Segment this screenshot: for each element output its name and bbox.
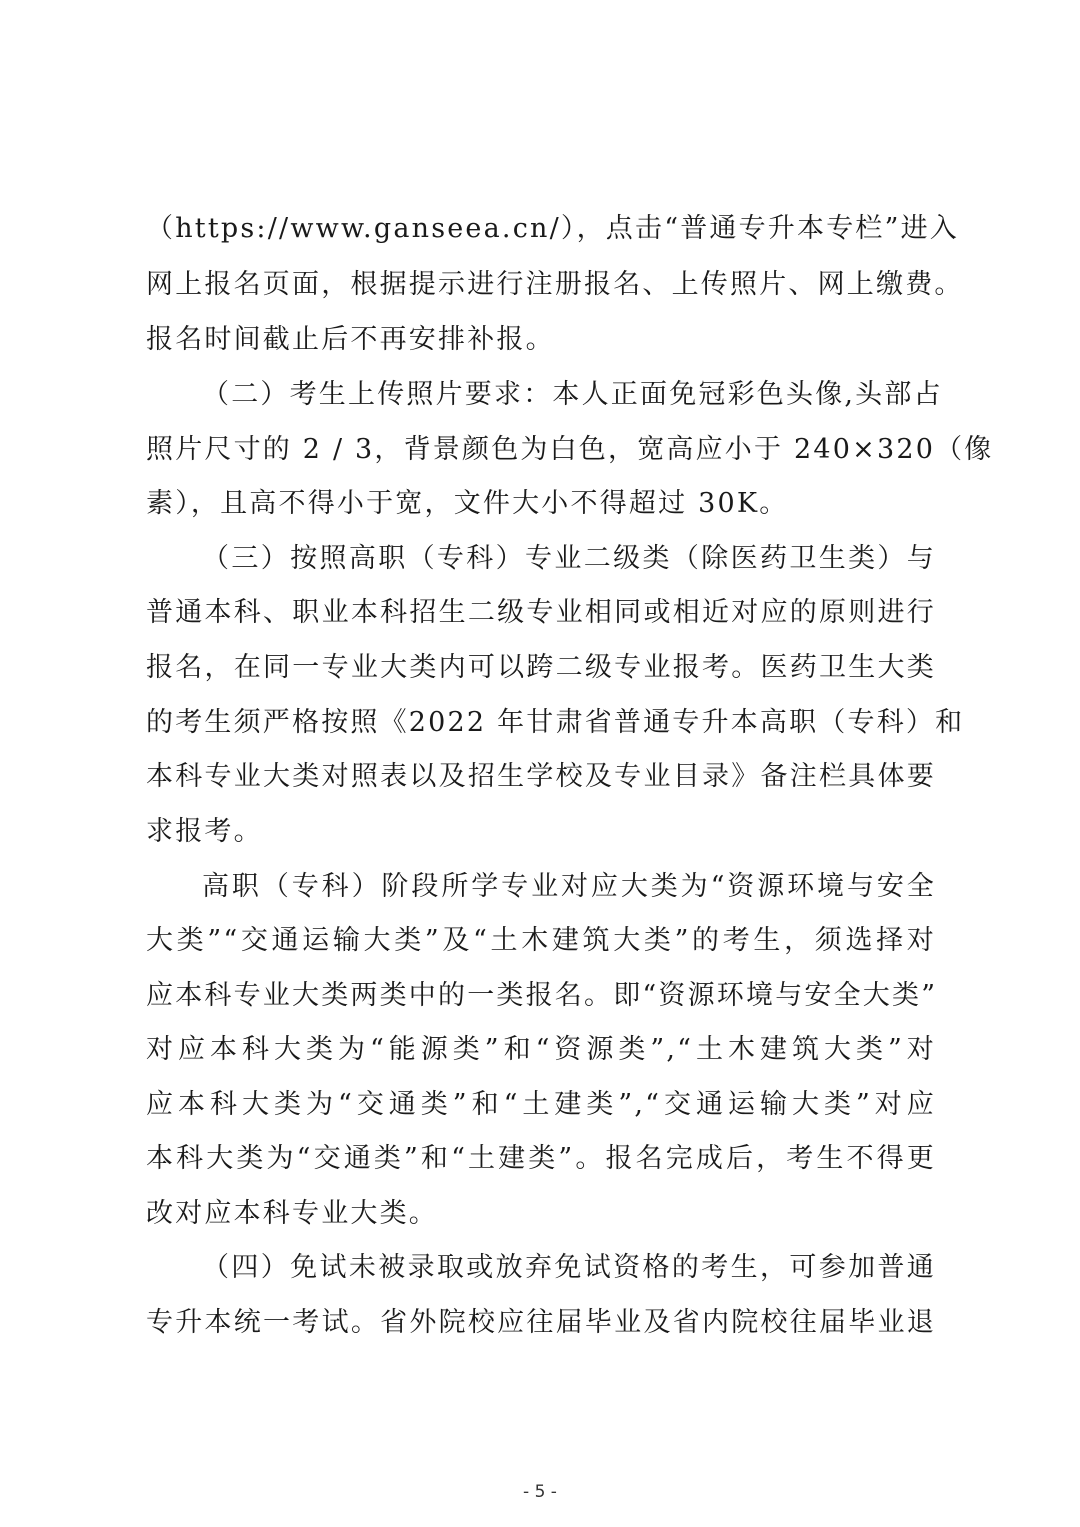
paragraph-first-line: 高职（专科）阶段所学专业对应大类为“资源环境与安全 xyxy=(202,871,936,902)
body-line: 素），且高不得小于宽，文件大小不得超过 30K。 xyxy=(146,488,789,519)
body-line: 应本科专业大类两类中的一类报名。即“资源环境与安全大类” xyxy=(146,980,938,1011)
paragraph-first-line: （四）免试未被录取或放弃免试资格的考生，可参加普通 xyxy=(202,1252,936,1283)
body-line: 的考生须严格按照《2022 年甘肃省普通专升本高职（专科）和 xyxy=(146,707,965,738)
body-line: 专升本统一考试。省外院校应往届毕业及省内院校往届毕业退 xyxy=(146,1307,936,1338)
body-line: 大类”“交通运输大类”及“土木建筑大类”的考生，须选择对 xyxy=(146,925,936,956)
paragraph-first-line: （三）按照高职（专科）专业二级类（除医药卫生类）与 xyxy=(202,543,936,574)
page-number: - 5 - xyxy=(523,1482,557,1502)
body-line: 改对应本科专业大类。 xyxy=(146,1198,438,1229)
body-line: 应本科大类为“交通类”和“土建类”,“交通运输大类”对应 xyxy=(146,1089,936,1120)
body-line: 普通本科、职业本科招生二级专业相同或相近对应的原则进行 xyxy=(146,597,936,628)
paragraph-first-line: （二）考生上传照片要求：本人正面免冠彩色头像,头部占 xyxy=(202,379,943,410)
body-line: 报名时间截止后不再安排补报。 xyxy=(146,324,555,355)
body-line: 本科专业大类对照表以及招生学校及专业目录》备注栏具体要 xyxy=(146,761,936,792)
body-line: 对应本科大类为“能源类”和“资源类”,“土木建筑大类”对 xyxy=(146,1034,936,1065)
body-line: 照片尺寸的 2 / 3，背景颜色为白色，宽高应小于 240×320（像 xyxy=(146,434,994,465)
body-line: 网上报名页面，根据提示进行注册报名、上传照片、网上缴费。 xyxy=(146,269,964,300)
body-line: （https://www.ganseea.cn/），点击“普通专升本专栏”进入 xyxy=(146,213,960,244)
body-line: 求报考。 xyxy=(146,816,263,847)
body-line: 本科大类为“交通类”和“土建类”。报名完成后，考生不得更 xyxy=(146,1143,936,1174)
body-line: 报名，在同一专业大类内可以跨二级专业报考。医药卫生大类 xyxy=(146,652,936,683)
